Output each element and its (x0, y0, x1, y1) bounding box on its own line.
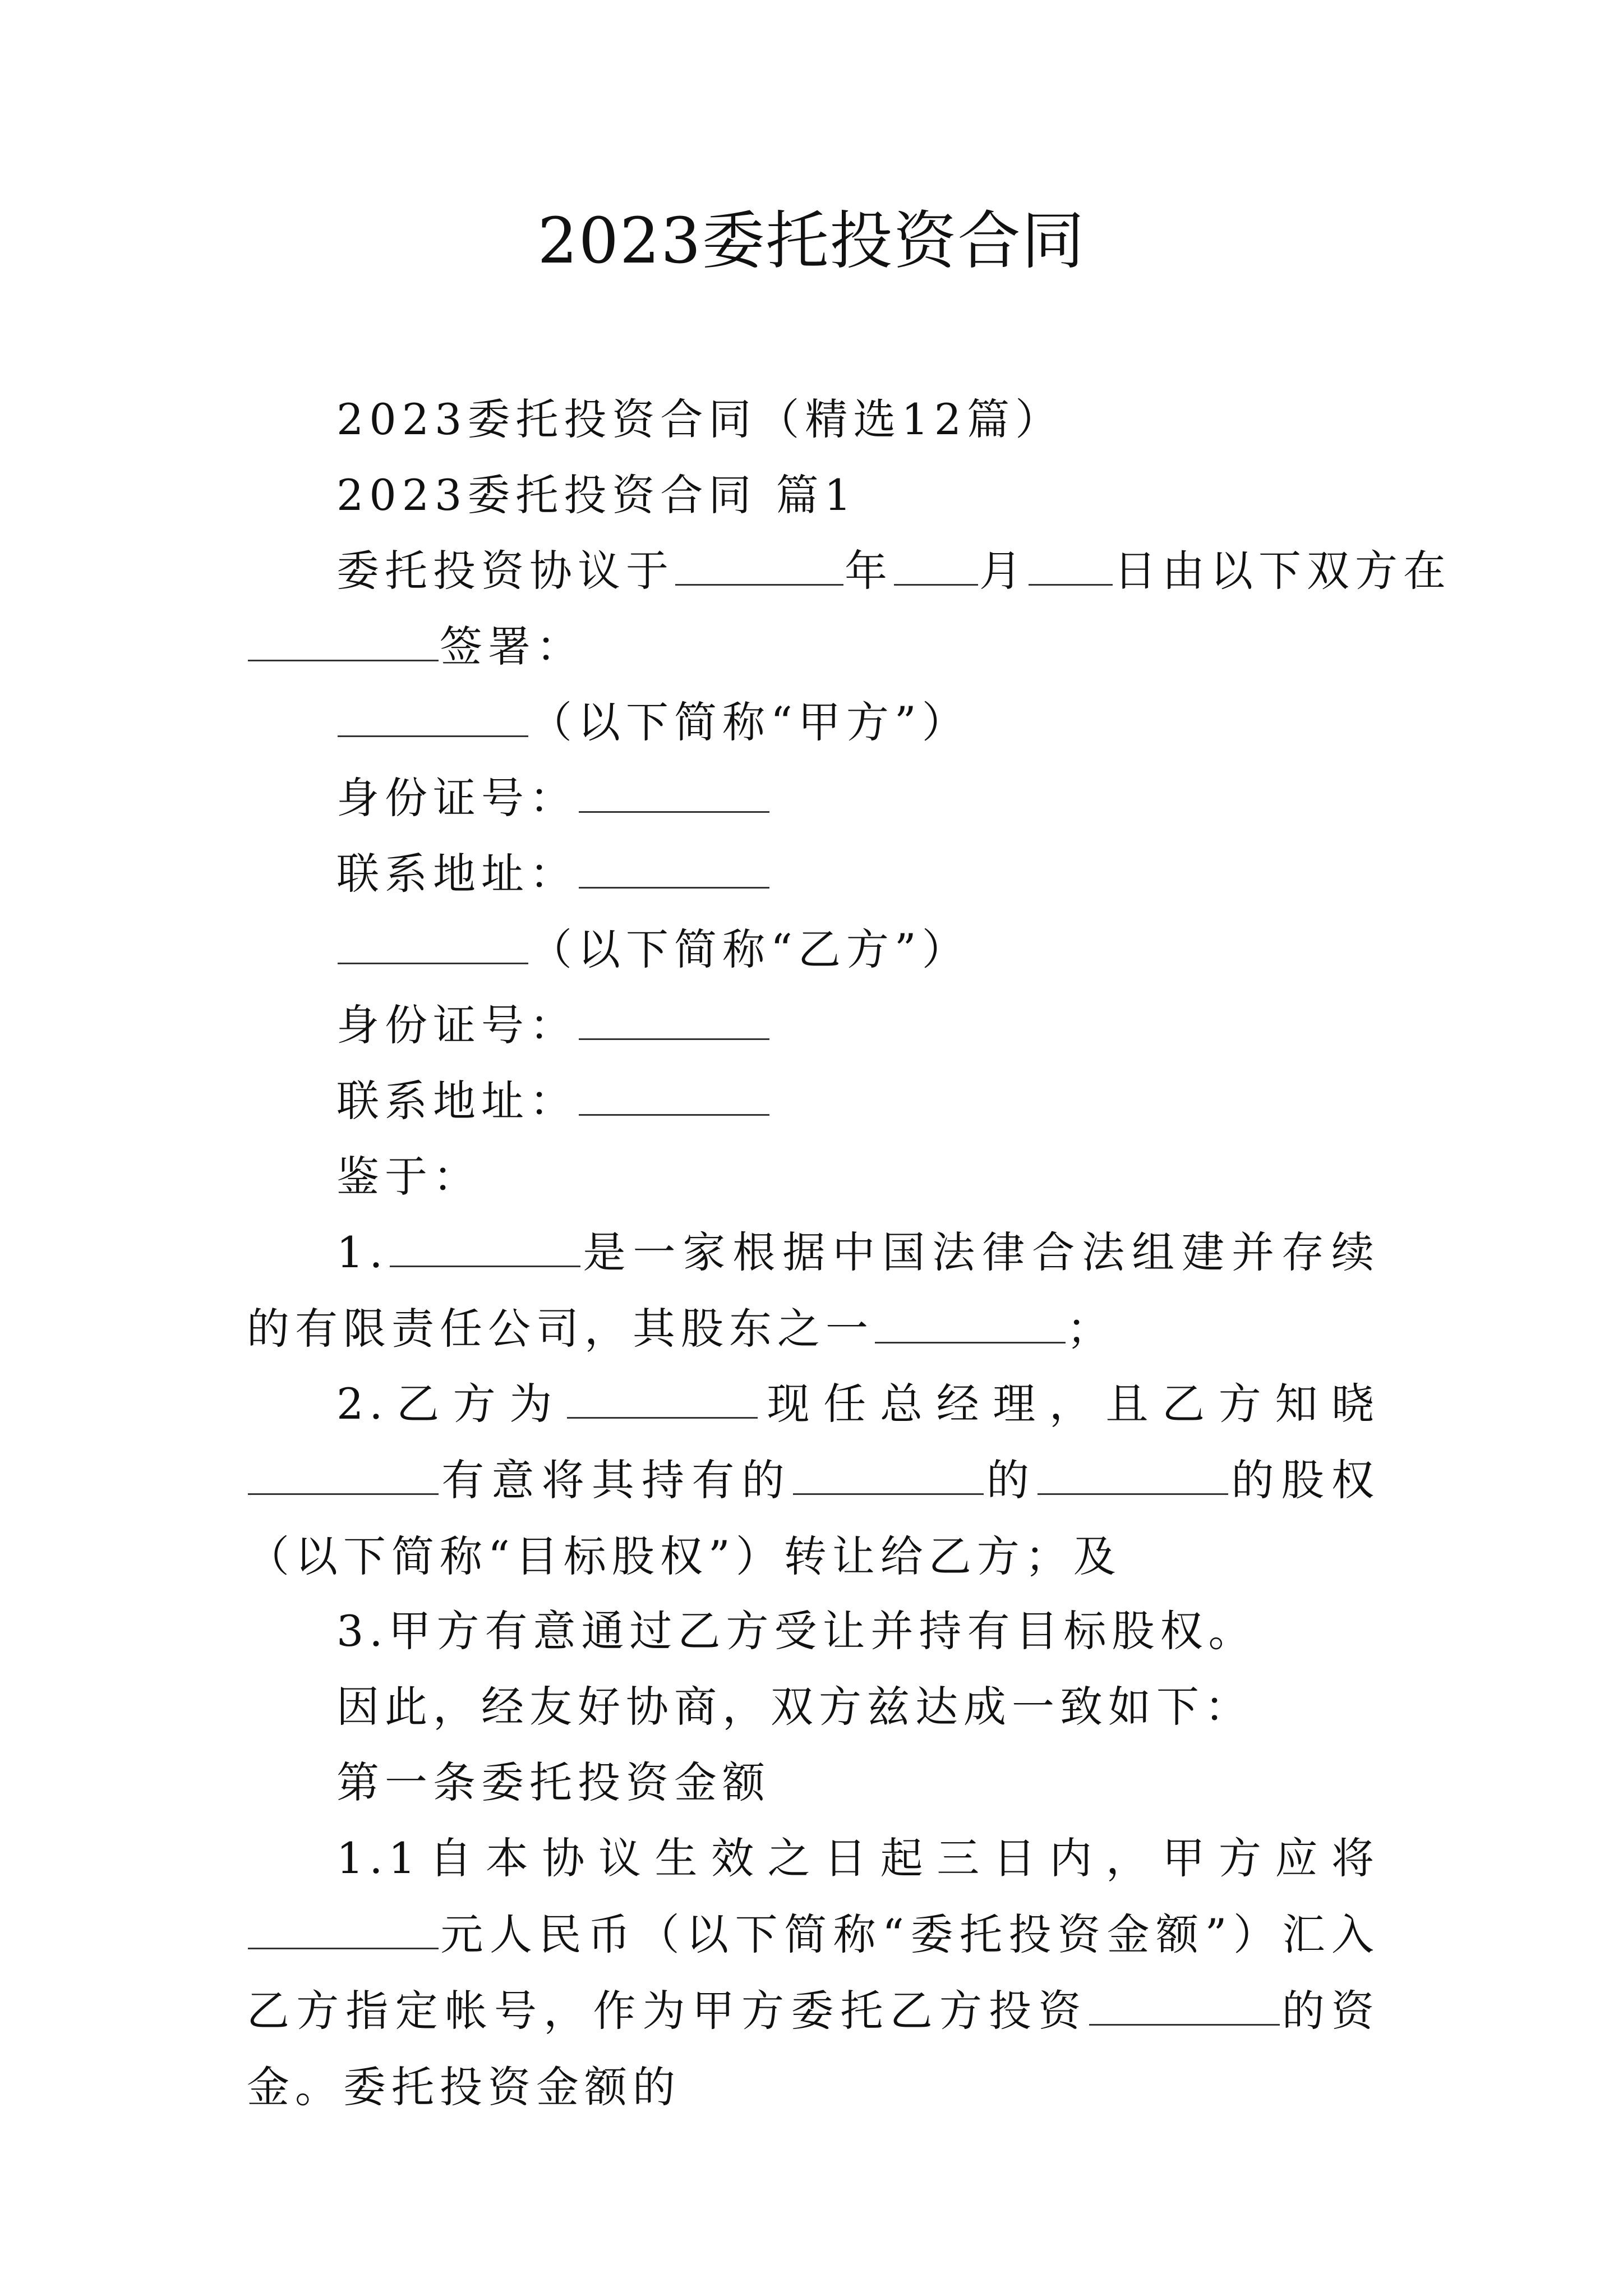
recital-2-text-c: 有意将其持有的 (440, 1455, 792, 1505)
recital-2-text-b: 现任总经理，且乙方知晓 (759, 1379, 1380, 1429)
document-title: 2023委托投资合同 (537, 205, 1086, 278)
party-a-id-label: 身份证号： (336, 773, 578, 823)
recital-2-text-d: 的 (984, 1455, 1037, 1505)
agreement-intro-text: 因此，经友好协商，双方兹达成一致如下： (336, 1682, 1253, 1732)
blank-held-company (793, 1458, 984, 1495)
blank-place (248, 625, 439, 661)
blank-party-b (338, 928, 528, 964)
party-a-address-label: 联系地址： (336, 849, 578, 899)
recital-2 (247, 1366, 1380, 1595)
blank-company (390, 1231, 580, 1267)
blank-party-b-id (579, 1004, 769, 1040)
party-b-id-label: 身份证号： (336, 1000, 578, 1050)
party-a-id-line (336, 760, 1469, 836)
recital-1-text: 是一家根据中国法律合法组建并存续的有限责任公司，其股东之一 (247, 1227, 1380, 1354)
blank-investment-target (1089, 1989, 1280, 2026)
recital-1-end: ； (1067, 1304, 1115, 1354)
party-a-label: （以下简称“甲方”） (529, 697, 970, 747)
blank-day (1029, 549, 1113, 586)
agreement-date-text: 委托投资协议于 (336, 546, 674, 596)
blank-company-2 (567, 1382, 758, 1419)
blank-party-a-id (579, 776, 769, 813)
party-b-label: （以下简称“乙方”） (529, 924, 970, 974)
clause-1-1-text-c: 的资金。委托投资金额的 (247, 1986, 1380, 2112)
recital-2-text-a: 2.乙方为 (336, 1379, 566, 1429)
blank-month (894, 549, 978, 586)
clause-1-1 (247, 1820, 1380, 2125)
party-a-line (336, 684, 1469, 761)
blank-year (675, 549, 843, 586)
whereas-label: 鉴于： (336, 1152, 481, 1202)
whereas-line (336, 1139, 1469, 1215)
recital-1-number: 1. (336, 1227, 389, 1277)
party-a-address-line (336, 836, 1469, 912)
article-1-heading (336, 1745, 1469, 1821)
clause-1-1-text-a: 1.1自本协议生效之日起三日内，甲方应将 (336, 1833, 1380, 1883)
day-label: 日由以下双方在 (1114, 546, 1451, 596)
blank-shareholder (875, 1307, 1066, 1343)
party-b-address-line (336, 1063, 1469, 1139)
blank-party-b-address (579, 1079, 769, 1116)
subtitle-text: 2023委托投资合同（精选12篇） (336, 394, 1064, 444)
subtitle-line (336, 381, 1469, 458)
blank-amount (248, 1913, 439, 1949)
blank-transferor (248, 1458, 439, 1495)
section-heading (336, 457, 1469, 533)
blank-equity-share (1038, 1458, 1228, 1495)
party-b-line (336, 912, 1469, 988)
signing-label: 签署： (440, 622, 584, 671)
recital-2-text-e: 的股权（以下简称“目标股权”）转让给乙方；及 (247, 1455, 1380, 1581)
party-b-address-label: 联系地址： (336, 1076, 578, 1126)
party-b-id-line (336, 987, 1469, 1064)
signing-place-line (247, 609, 1380, 685)
article-1-title: 第一条委托投资金额 (336, 1757, 771, 1807)
agreement-intro (336, 1669, 1469, 1745)
agreement-date-line (336, 533, 1469, 609)
blank-party-a-address (579, 852, 769, 889)
recital-3-text: 3.甲方有意通过乙方受让并持有目标股权。 (336, 1606, 1257, 1656)
clause-1-1-text-b: 元人民币（以下简称“委托投资金额”）汇入乙方指定帐号，作为甲方委托乙方投资 (247, 1910, 1380, 2036)
blank-party-a (338, 701, 528, 737)
month-label: 月 (979, 546, 1027, 596)
recital-1 (247, 1214, 1380, 1367)
recital-3 (336, 1593, 1469, 1669)
section-heading-text: 2023委托投资合同 篇1 (336, 470, 857, 520)
year-label: 年 (845, 546, 893, 596)
